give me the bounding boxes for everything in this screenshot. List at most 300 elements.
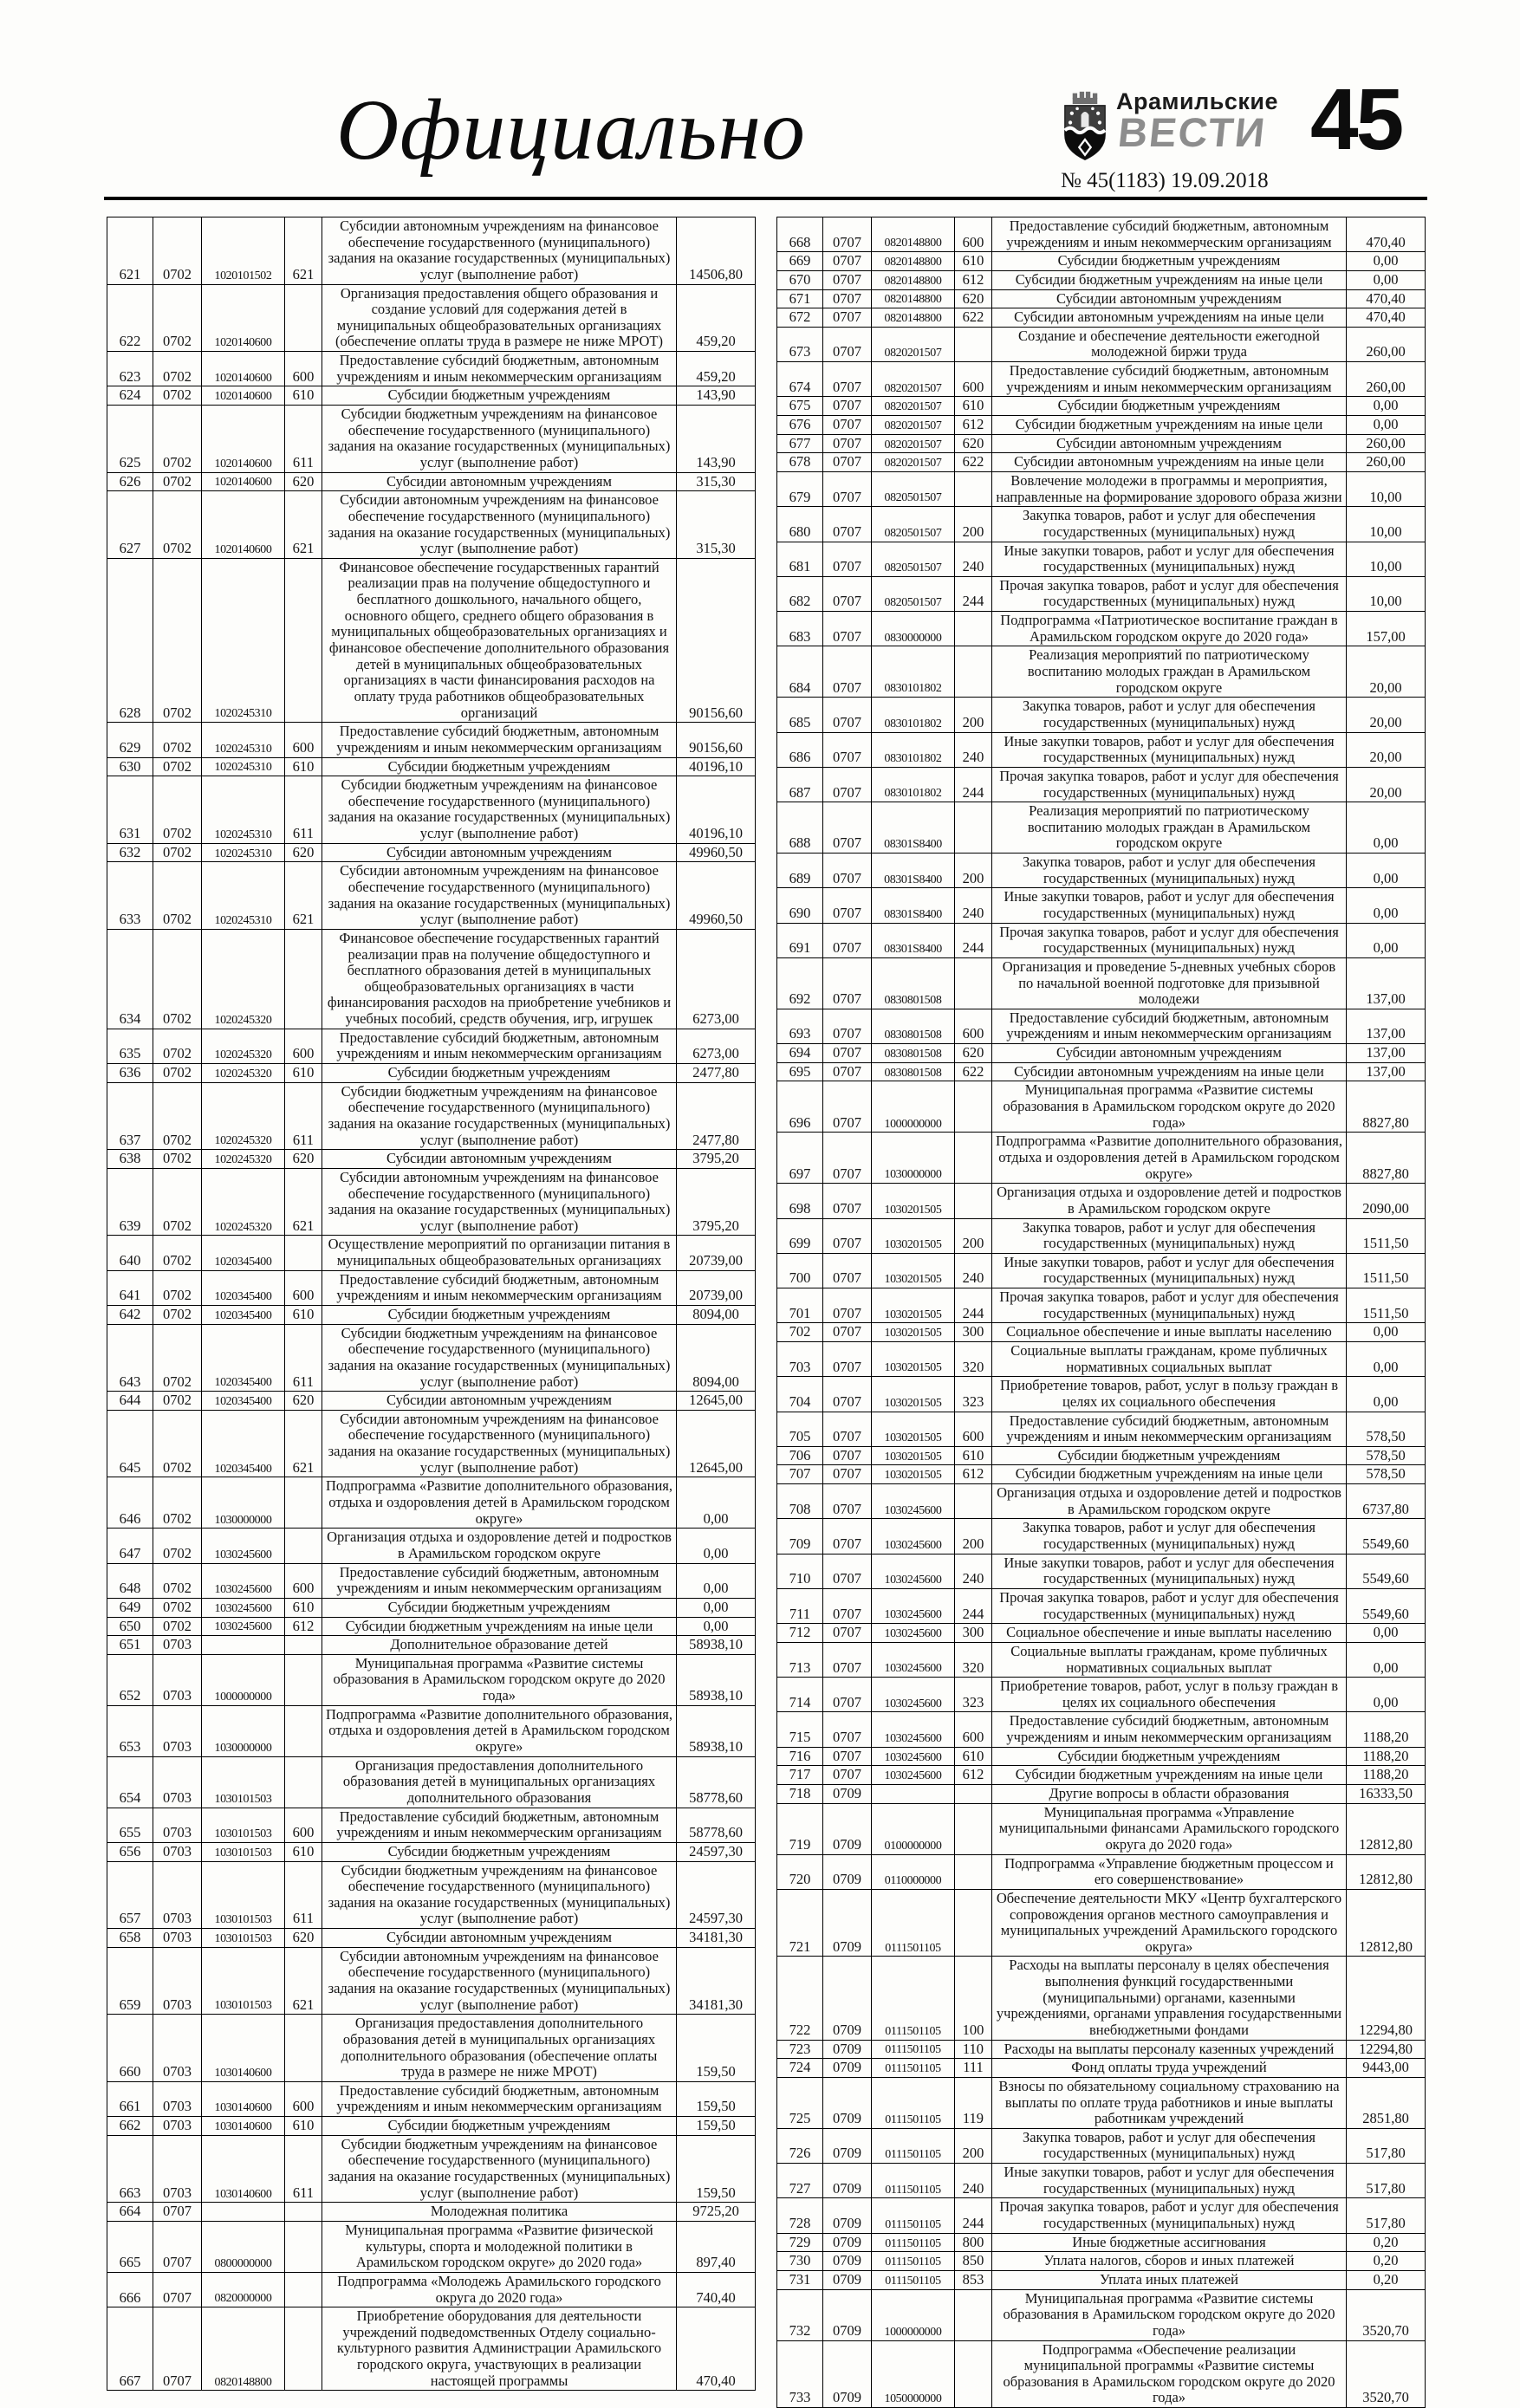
section-code-cell: 0703 [153, 1929, 202, 1948]
row-number-cell: 665 [107, 2221, 153, 2272]
expense-type-cell: 610 [285, 1306, 322, 1325]
expense-type-cell [955, 1484, 992, 1519]
amount-cell: 0,00 [1347, 802, 1426, 854]
budget-table-right-body [777, 217, 1426, 2408]
name-cell: Субсидии бюджетным учреждениям [992, 252, 1347, 271]
row-number-cell: 651 [107, 1636, 153, 1655]
target-article-cell: 1020245310 [202, 757, 285, 776]
amount-cell: 0,00 [1347, 888, 1426, 923]
row-number-cell: 695 [777, 1062, 823, 1081]
expense-type-cell: 620 [285, 472, 322, 491]
row-number-cell: 682 [777, 576, 823, 611]
target-article-cell: 1030245600 [872, 1747, 955, 1766]
name-cell: Закупка товаров, работ и услуг для обеспечения государственных (муниципальных) нужд [992, 1218, 1347, 1253]
row-number-cell: 634 [107, 929, 153, 1029]
section-code-cell: 0707 [823, 802, 872, 854]
expense-type-cell: 612 [955, 270, 992, 289]
amount-cell: 0,00 [1347, 252, 1426, 271]
row-number-cell: 626 [107, 472, 153, 491]
section-code-cell: 0703 [153, 2135, 202, 2203]
table-row [777, 217, 1426, 252]
name-cell: Субсидии бюджетным учреждениям [322, 386, 677, 406]
section-code-cell: 0703 [153, 1808, 202, 1842]
table-row [107, 1477, 756, 1529]
name-cell: Подпрограмма «Молодежь Арамильского городского округа до 2020 года» [322, 2272, 677, 2307]
amount-cell: 159,50 [677, 2117, 756, 2136]
amount-cell: 1511,50 [1347, 1253, 1426, 1288]
table-row [777, 2040, 1426, 2059]
expense-type-cell: 612 [955, 1766, 992, 1785]
target-article-cell: 1030245600 [202, 1598, 285, 1617]
amount-cell: 470,40 [677, 2307, 756, 2391]
table-row [777, 1253, 1426, 1288]
name-cell: Субсидии бюджетным учреждениям [992, 1747, 1347, 1766]
amount-cell: 20,00 [1347, 646, 1426, 698]
target-article-cell: 1030000000 [202, 1477, 285, 1529]
row-number-cell: 639 [107, 1168, 153, 1236]
amount-cell: 578,50 [1347, 1412, 1426, 1446]
table-row [777, 1803, 1426, 1854]
name-cell: Субсидии автономным учреждениям на финансовое обеспечение государственного (муниципального) задания на оказание государственных (муниципальных) услуг (выполнение работ) [322, 862, 677, 930]
expense-type-cell: 621 [285, 1947, 322, 2015]
amount-cell: 578,50 [1347, 1465, 1426, 1484]
row-number-cell: 720 [777, 1854, 823, 1889]
table-row [107, 1306, 756, 1325]
name-cell: Субсидии автономным учреждениям на финансовое обеспечение государственного (муниципального) задания на оказание государственных (муниципальных) услуг (выполнение работ) [322, 1168, 677, 1236]
row-number-cell: 700 [777, 1253, 823, 1288]
expense-type-cell [955, 2289, 992, 2340]
expense-type-cell: 244 [955, 1588, 992, 1623]
target-article-cell: 1020245320 [202, 1064, 285, 1083]
target-article-cell: 1020245320 [202, 929, 285, 1029]
table-row [777, 2059, 1426, 2078]
section-code-cell: 0707 [823, 767, 872, 802]
row-number-cell: 701 [777, 1288, 823, 1323]
section-code-cell: 0707 [823, 1554, 872, 1588]
table-row [777, 1044, 1426, 1063]
name-cell: Приобретение оборудования для деятельности учреждений подведомственных Отделу социально-культурного развития Администрации Арамильского городского округа, участвующих в реализации настоящей программы [322, 2307, 677, 2391]
target-article-cell: 1030201505 [872, 1218, 955, 1253]
name-cell: Субсидии бюджетным учреждениям [322, 1598, 677, 1617]
target-article-cell: 1030101503 [202, 1861, 285, 1929]
expense-type-cell: 610 [285, 1598, 322, 1617]
table-row [107, 2135, 756, 2203]
target-article-cell: 1020345400 [202, 1270, 285, 1305]
section-code-cell: 0707 [823, 362, 872, 397]
amount-cell: 137,00 [1347, 1009, 1426, 1043]
row-number-cell: 655 [107, 1808, 153, 1842]
target-article-cell: 0111501105 [872, 1957, 955, 2040]
row-number-cell: 702 [777, 1323, 823, 1342]
expense-type-cell [285, 1756, 322, 1808]
target-article-cell: 1030245600 [872, 1519, 955, 1554]
table-row [107, 284, 756, 352]
amount-cell: 5549,60 [1347, 1588, 1426, 1623]
table-row [777, 1766, 1426, 1785]
section-code-cell: 0707 [823, 957, 872, 1009]
amount-cell: 6273,00 [677, 929, 756, 1029]
name-cell: Субсидии бюджетным учреждениям на иные цели [992, 1465, 1347, 1484]
row-number-cell: 645 [107, 1410, 153, 1477]
row-number-cell: 697 [777, 1133, 823, 1184]
target-article-cell: 0820201507 [872, 453, 955, 472]
target-article-cell: 1030245600 [872, 1588, 955, 1623]
target-article-cell: 0820201507 [872, 434, 955, 453]
name-cell: Субсидии автономным учреждениям на иные цели [992, 308, 1347, 328]
amount-cell: 470,40 [1347, 217, 1426, 252]
target-article-cell: 0820201507 [872, 362, 955, 397]
amount-cell: 0,00 [677, 1563, 756, 1598]
row-number-cell: 712 [777, 1624, 823, 1643]
name-cell: Прочая закупка товаров, работ и услуг для обеспечения государственных (муниципальных) нужд [992, 1288, 1347, 1323]
table-row [107, 1598, 756, 1617]
name-cell: Субсидии бюджетным учреждениям [322, 757, 677, 776]
row-number-cell: 681 [777, 542, 823, 576]
row-number-cell: 708 [777, 1484, 823, 1519]
expense-type-cell [955, 2340, 992, 2408]
name-cell: Подпрограмма «Обеспечение реализации муниципальной программы «Развитие системы образования в Арамильском городском округе до 2020 года» [992, 2340, 1347, 2408]
row-number-cell: 621 [107, 217, 153, 285]
name-cell: Предоставление субсидий бюджетным, автономным учреждениям и иным некоммерческим организациям [992, 1009, 1347, 1043]
name-cell: Муниципальная программа «Развитие системы образования в Арамильском городском округе до 2020 года» [992, 2289, 1347, 2340]
target-article-cell: 1020245310 [202, 862, 285, 930]
amount-cell: 20739,00 [677, 1270, 756, 1305]
table-row [777, 612, 1426, 646]
name-cell: Предоставление субсидий бюджетным, автономным учреждениям и иным некоммерческим организациям [322, 723, 677, 757]
expense-type-cell [955, 1854, 992, 1889]
expense-type-cell: 612 [955, 416, 992, 435]
row-number-cell: 623 [107, 352, 153, 386]
target-article-cell: 1020345400 [202, 1306, 285, 1325]
expense-type-cell: 240 [955, 888, 992, 923]
section-code-cell: 0702 [153, 1306, 202, 1325]
table-row [777, 576, 1426, 611]
row-number-cell: 711 [777, 1588, 823, 1623]
table-row [777, 1288, 1426, 1323]
row-number-cell: 624 [107, 386, 153, 406]
row-number-cell: 719 [777, 1803, 823, 1854]
name-cell: Субсидии бюджетным учреждениям на финансовое обеспечение государственного (муниципального) задания на оказание государственных (муниципальных) услуг (выполнение работ) [322, 2135, 677, 2203]
row-number-cell: 637 [107, 1082, 153, 1150]
section-code-cell: 0707 [823, 397, 872, 416]
newspaper-name-bottom: ВЕСТИ [1115, 109, 1269, 155]
amount-cell: 0,00 [677, 1529, 756, 1563]
row-number-cell: 657 [107, 1861, 153, 1929]
target-article-cell: 1030101503 [202, 1947, 285, 2015]
name-cell: Субсидии автономным учреждениям [322, 1929, 677, 1948]
section-code-cell: 0707 [823, 1519, 872, 1554]
amount-cell: 1511,50 [1347, 1288, 1426, 1323]
target-article-cell: 1030201505 [872, 1253, 955, 1288]
name-cell: Закупка товаров, работ и услуг для обеспечения государственных (муниципальных) нужд [992, 507, 1347, 542]
expense-type-cell: 800 [955, 2233, 992, 2252]
section-code-cell: 0707 [823, 270, 872, 289]
amount-cell: 0,00 [1347, 270, 1426, 289]
expense-type-cell: 323 [955, 1678, 992, 1712]
amount-cell: 517,80 [1347, 2128, 1426, 2163]
section-code-cell: 0709 [823, 2164, 872, 2198]
newspaper-name-top: Арамильские [1116, 88, 1278, 114]
section-code-cell: 0707 [823, 217, 872, 252]
expense-type-cell: 611 [285, 776, 322, 844]
section-code-cell: 0703 [153, 1654, 202, 1705]
name-cell: Муниципальная программа «Управление муниципальными финансами Арамильского городского округа до 2020 года» [992, 1803, 1347, 1854]
amount-cell: 40196,10 [677, 776, 756, 844]
section-code-cell: 0702 [153, 1150, 202, 1169]
name-cell: Подпрограмма «Развитие дополнительного образования, отдыха и оздоровления детей в Арамильском городском округе» [322, 1477, 677, 1529]
table-row [107, 1929, 756, 1948]
section-code-cell: 0702 [153, 757, 202, 776]
row-number-cell: 714 [777, 1678, 823, 1712]
row-number-cell: 658 [107, 1929, 153, 1948]
name-cell: Субсидии автономным учреждениям на финансовое обеспечение государственного (муниципального) задания на оказание государственных (муниципальных) услуг (выполнение работ) [322, 217, 677, 285]
amount-cell: 0,00 [1347, 854, 1426, 888]
table-row [777, 646, 1426, 698]
table-row [107, 1947, 756, 2015]
row-number-cell: 664 [107, 2203, 153, 2222]
name-cell: Прочая закупка товаров, работ и услуг для обеспечения государственных (муниципальных) нужд [992, 1588, 1347, 1623]
target-article-cell: 0111501105 [872, 2270, 955, 2289]
section-code-cell: 0709 [823, 2040, 872, 2059]
expense-type-cell: 300 [955, 1624, 992, 1643]
target-article-cell: 1030140600 [202, 2135, 285, 2203]
target-article-cell: 0830801508 [872, 1044, 955, 1063]
name-cell: Субсидии автономным учреждениям [992, 1044, 1347, 1063]
target-article-cell: 1030101503 [202, 1808, 285, 1842]
table-row [777, 1412, 1426, 1446]
target-article-cell: 1030245600 [202, 1563, 285, 1598]
table-row [107, 217, 756, 285]
name-cell: Осуществление мероприятий по организации питания в муниципальных общеобразовательных организациях [322, 1236, 677, 1270]
target-article-cell: 1050000000 [872, 2340, 955, 2408]
expense-type-cell [285, 2221, 322, 2272]
amount-cell: 9725,20 [677, 2203, 756, 2222]
table-row [777, 1484, 1426, 1519]
section-code-cell: 0709 [823, 2289, 872, 2340]
table-row [777, 471, 1426, 506]
target-article-cell: 1020345400 [202, 1324, 285, 1392]
expense-type-cell [955, 1889, 992, 1957]
section-code-cell: 0703 [153, 1842, 202, 1861]
expense-type-cell: 621 [285, 1410, 322, 1477]
name-cell: Субсидии бюджетным учреждениям [992, 1446, 1347, 1465]
expense-type-cell [955, 1785, 992, 1804]
name-cell: Закупка товаров, работ и услуг для обеспечения государственных (муниципальных) нужд [992, 854, 1347, 888]
name-cell: Субсидии бюджетным учреждениям на финансовое обеспечение государственного (муниципального) задания на оказание государственных (муниципальных) услуг (выполнение работ) [322, 406, 677, 473]
target-article-cell: 0111501105 [872, 2233, 955, 2252]
expense-type-cell: 610 [955, 1747, 992, 1766]
amount-cell: 58938,10 [677, 1636, 756, 1655]
amount-cell: 159,50 [677, 2081, 756, 2116]
section-code-cell: 0702 [153, 843, 202, 862]
name-cell: Субсидии автономным учреждениям [322, 1392, 677, 1411]
target-article-cell: 0830101802 [872, 732, 955, 767]
name-cell: Субсидии бюджетным учреждениям на финансовое обеспечение государственного (муниципального) задания на оказание государственных (муниципальных) услуг (выполнение работ) [322, 1082, 677, 1150]
expense-type-cell [955, 1184, 992, 1218]
target-article-cell: 1020245320 [202, 1150, 285, 1169]
section-code-cell: 0702 [153, 217, 202, 285]
row-number-cell: 643 [107, 1324, 153, 1392]
table-row [107, 1324, 756, 1392]
name-cell: Предоставление субсидий бюджетным, автономным учреждениям и иным некоммерческим организациям [322, 352, 677, 386]
name-cell: Субсидии автономным учреждениям [992, 289, 1347, 308]
amount-cell: 578,50 [1347, 1446, 1426, 1465]
section-code-cell: 0702 [153, 284, 202, 352]
table-row [777, 2198, 1426, 2233]
row-number-cell: 642 [107, 1306, 153, 1325]
row-number-cell: 726 [777, 2128, 823, 2163]
section-code-cell: 0709 [823, 2270, 872, 2289]
row-number-cell: 629 [107, 723, 153, 757]
table-row [107, 1392, 756, 1411]
name-cell: Молодежная политика [322, 2203, 677, 2222]
amount-cell: 49960,50 [677, 862, 756, 930]
name-cell: Другие вопросы в области образования [992, 1785, 1347, 1804]
name-cell: Подпрограмма «Развитие дополнительного образования, отдыха и оздоровления детей в Арамильском городском округе» [992, 1133, 1347, 1184]
target-article-cell: 0111501105 [872, 2198, 955, 2233]
table-row [777, 1009, 1426, 1043]
row-number-cell: 729 [777, 2233, 823, 2252]
amount-cell: 6273,00 [677, 1029, 756, 1063]
table-row [777, 1624, 1426, 1643]
expense-type-cell [955, 1133, 992, 1184]
row-number-cell: 724 [777, 2059, 823, 2078]
section-code-cell: 0707 [823, 576, 872, 611]
row-number-cell: 661 [107, 2081, 153, 2116]
row-number-cell: 638 [107, 1150, 153, 1169]
row-number-cell: 676 [777, 416, 823, 435]
target-article-cell: 1020140600 [202, 406, 285, 473]
amount-cell: 3520,70 [1347, 2289, 1426, 2340]
expense-type-cell [955, 802, 992, 854]
amount-cell: 1188,20 [1347, 1766, 1426, 1785]
expense-type-cell: 240 [955, 1253, 992, 1288]
row-number-cell: 699 [777, 1218, 823, 1253]
name-cell: Субсидии бюджетным учреждениям [322, 1064, 677, 1083]
name-cell: Предоставление субсидий бюджетным, автономным учреждениям и иным некоммерческим организациям [322, 2081, 677, 2116]
table-row [107, 1082, 756, 1150]
expense-type-cell: 600 [955, 217, 992, 252]
table-row [107, 1150, 756, 1169]
name-cell: Финансовое обеспечение государственных гарантий реализации прав на получение общедоступного и бесплатного дошкольного, начального общего, основного общего, среднего общего образования в муниципальных общеобразовательных организациях и финансовое обеспечение дополнительного образования детей в муниципальных общеобразовательных организациях в части финансирования расходов на оплату труда работников общеобразовательных организаций [322, 558, 677, 722]
amount-cell: 0,00 [1347, 1323, 1426, 1342]
target-article-cell: 0110000000 [872, 1854, 955, 1889]
section-code-cell: 0709 [823, 2128, 872, 2163]
amount-cell: 137,00 [1347, 957, 1426, 1009]
row-number-cell: 662 [107, 2117, 153, 2136]
section-code-cell: 0702 [153, 491, 202, 559]
expense-type-cell: 850 [955, 2252, 992, 2271]
budget-table-left-body [107, 217, 756, 2391]
section-code-cell: 0709 [823, 2233, 872, 2252]
table-row [107, 2117, 756, 2136]
target-article-cell: 1030201505 [872, 1342, 955, 1377]
table-row [107, 1705, 756, 1756]
section-code-cell: 0707 [823, 1342, 872, 1377]
target-article-cell: 1030201505 [872, 1465, 955, 1484]
expense-type-cell: 240 [955, 732, 992, 767]
expense-type-cell: 611 [285, 406, 322, 473]
expense-type-cell: 622 [955, 453, 992, 472]
section-code-cell: 0702 [153, 1477, 202, 1529]
name-cell: Приобретение товаров, работ, услуг в пользу граждан в целях их социального обеспечения [992, 1377, 1347, 1412]
row-number-cell: 689 [777, 854, 823, 888]
table-row [777, 327, 1426, 361]
section-code-cell: 0707 [823, 1323, 872, 1342]
row-number-cell: 632 [107, 843, 153, 862]
header-divider-rule [104, 197, 1427, 200]
row-number-cell: 660 [107, 2015, 153, 2082]
target-article-cell: 1020140600 [202, 386, 285, 406]
name-cell: Иные закупки товаров, работ и услуг для обеспечения государственных (муниципальных) нужд [992, 2164, 1347, 2198]
amount-cell: 58778,60 [677, 1756, 756, 1808]
table-row [777, 1446, 1426, 1465]
amount-cell: 90156,60 [677, 723, 756, 757]
name-cell: Финансовое обеспечение государственных гарантий реализации прав на получение общедоступного и бесплатного образования детей в муниципальных общеобразовательных организациях в части финансирования расходов на приобретение учебников и учебных пособий, средств обучения, игр, игрушек [322, 929, 677, 1029]
table-row [107, 1842, 756, 1861]
amount-cell: 0,20 [1347, 2270, 1426, 2289]
row-number-cell: 704 [777, 1377, 823, 1412]
table-row [107, 1064, 756, 1083]
target-article-cell: 08301S8400 [872, 923, 955, 957]
row-number-cell: 659 [107, 1947, 153, 2015]
row-number-cell: 707 [777, 1465, 823, 1484]
expense-type-cell: 240 [955, 2164, 992, 2198]
table-row [107, 352, 756, 386]
section-code-cell: 0707 [153, 2272, 202, 2307]
row-number-cell: 692 [777, 957, 823, 1009]
name-cell: Уплата иных платежей [992, 2270, 1347, 2289]
section-code-cell: 0707 [823, 252, 872, 271]
amount-cell: 137,00 [1347, 1062, 1426, 1081]
name-cell: Предоставление субсидий бюджетным, автономным учреждениям и иным некоммерческим организациям [992, 1412, 1347, 1446]
row-number-cell: 718 [777, 1785, 823, 1804]
expense-type-cell: 244 [955, 767, 992, 802]
target-article-cell: 1020345400 [202, 1410, 285, 1477]
section-code-cell: 0702 [153, 929, 202, 1029]
name-cell: Социальные выплаты гражданам, кроме публичных нормативных социальных выплат [992, 1342, 1347, 1377]
target-article-cell: 1020245310 [202, 843, 285, 862]
expense-type-cell: 620 [955, 434, 992, 453]
section-code-cell: 0703 [153, 1756, 202, 1808]
row-number-cell: 650 [107, 1617, 153, 1636]
row-number-cell: 684 [777, 646, 823, 698]
amount-cell: 2477,80 [677, 1064, 756, 1083]
expense-type-cell: 600 [285, 1563, 322, 1598]
section-code-cell: 0707 [823, 471, 872, 506]
row-number-cell: 679 [777, 471, 823, 506]
row-number-cell: 696 [777, 1081, 823, 1133]
section-code-cell: 0707 [823, 1377, 872, 1412]
name-cell: Субсидии бюджетным учреждениям на финансовое обеспечение государственного (муниципального) задания на оказание государственных (муниципальных) услуг (выполнение работ) [322, 1861, 677, 1929]
table-row [107, 843, 756, 862]
name-cell: Закупка товаров, работ и услуг для обеспечения государственных (муниципальных) нужд [992, 2128, 1347, 2163]
section-code-cell: 0707 [823, 1588, 872, 1623]
name-cell: Субсидии автономным учреждениям на финансовое обеспечение государственного (муниципального) задания на оказание государственных (муниципальных) услуг (выполнение работ) [322, 1410, 677, 1477]
row-number-cell: 635 [107, 1029, 153, 1063]
section-code-cell: 0703 [153, 2117, 202, 2136]
section-code-cell: 0707 [823, 923, 872, 957]
expense-type-cell: 240 [955, 542, 992, 576]
row-number-cell: 731 [777, 2270, 823, 2289]
row-number-cell: 716 [777, 1747, 823, 1766]
section-code-cell: 0707 [823, 453, 872, 472]
amount-cell: 8094,00 [677, 1306, 756, 1325]
target-article-cell: 1030245600 [872, 1554, 955, 1588]
amount-cell: 0,00 [1347, 1342, 1426, 1377]
target-article-cell: 1030000000 [872, 1133, 955, 1184]
expense-type-cell [285, 558, 322, 722]
